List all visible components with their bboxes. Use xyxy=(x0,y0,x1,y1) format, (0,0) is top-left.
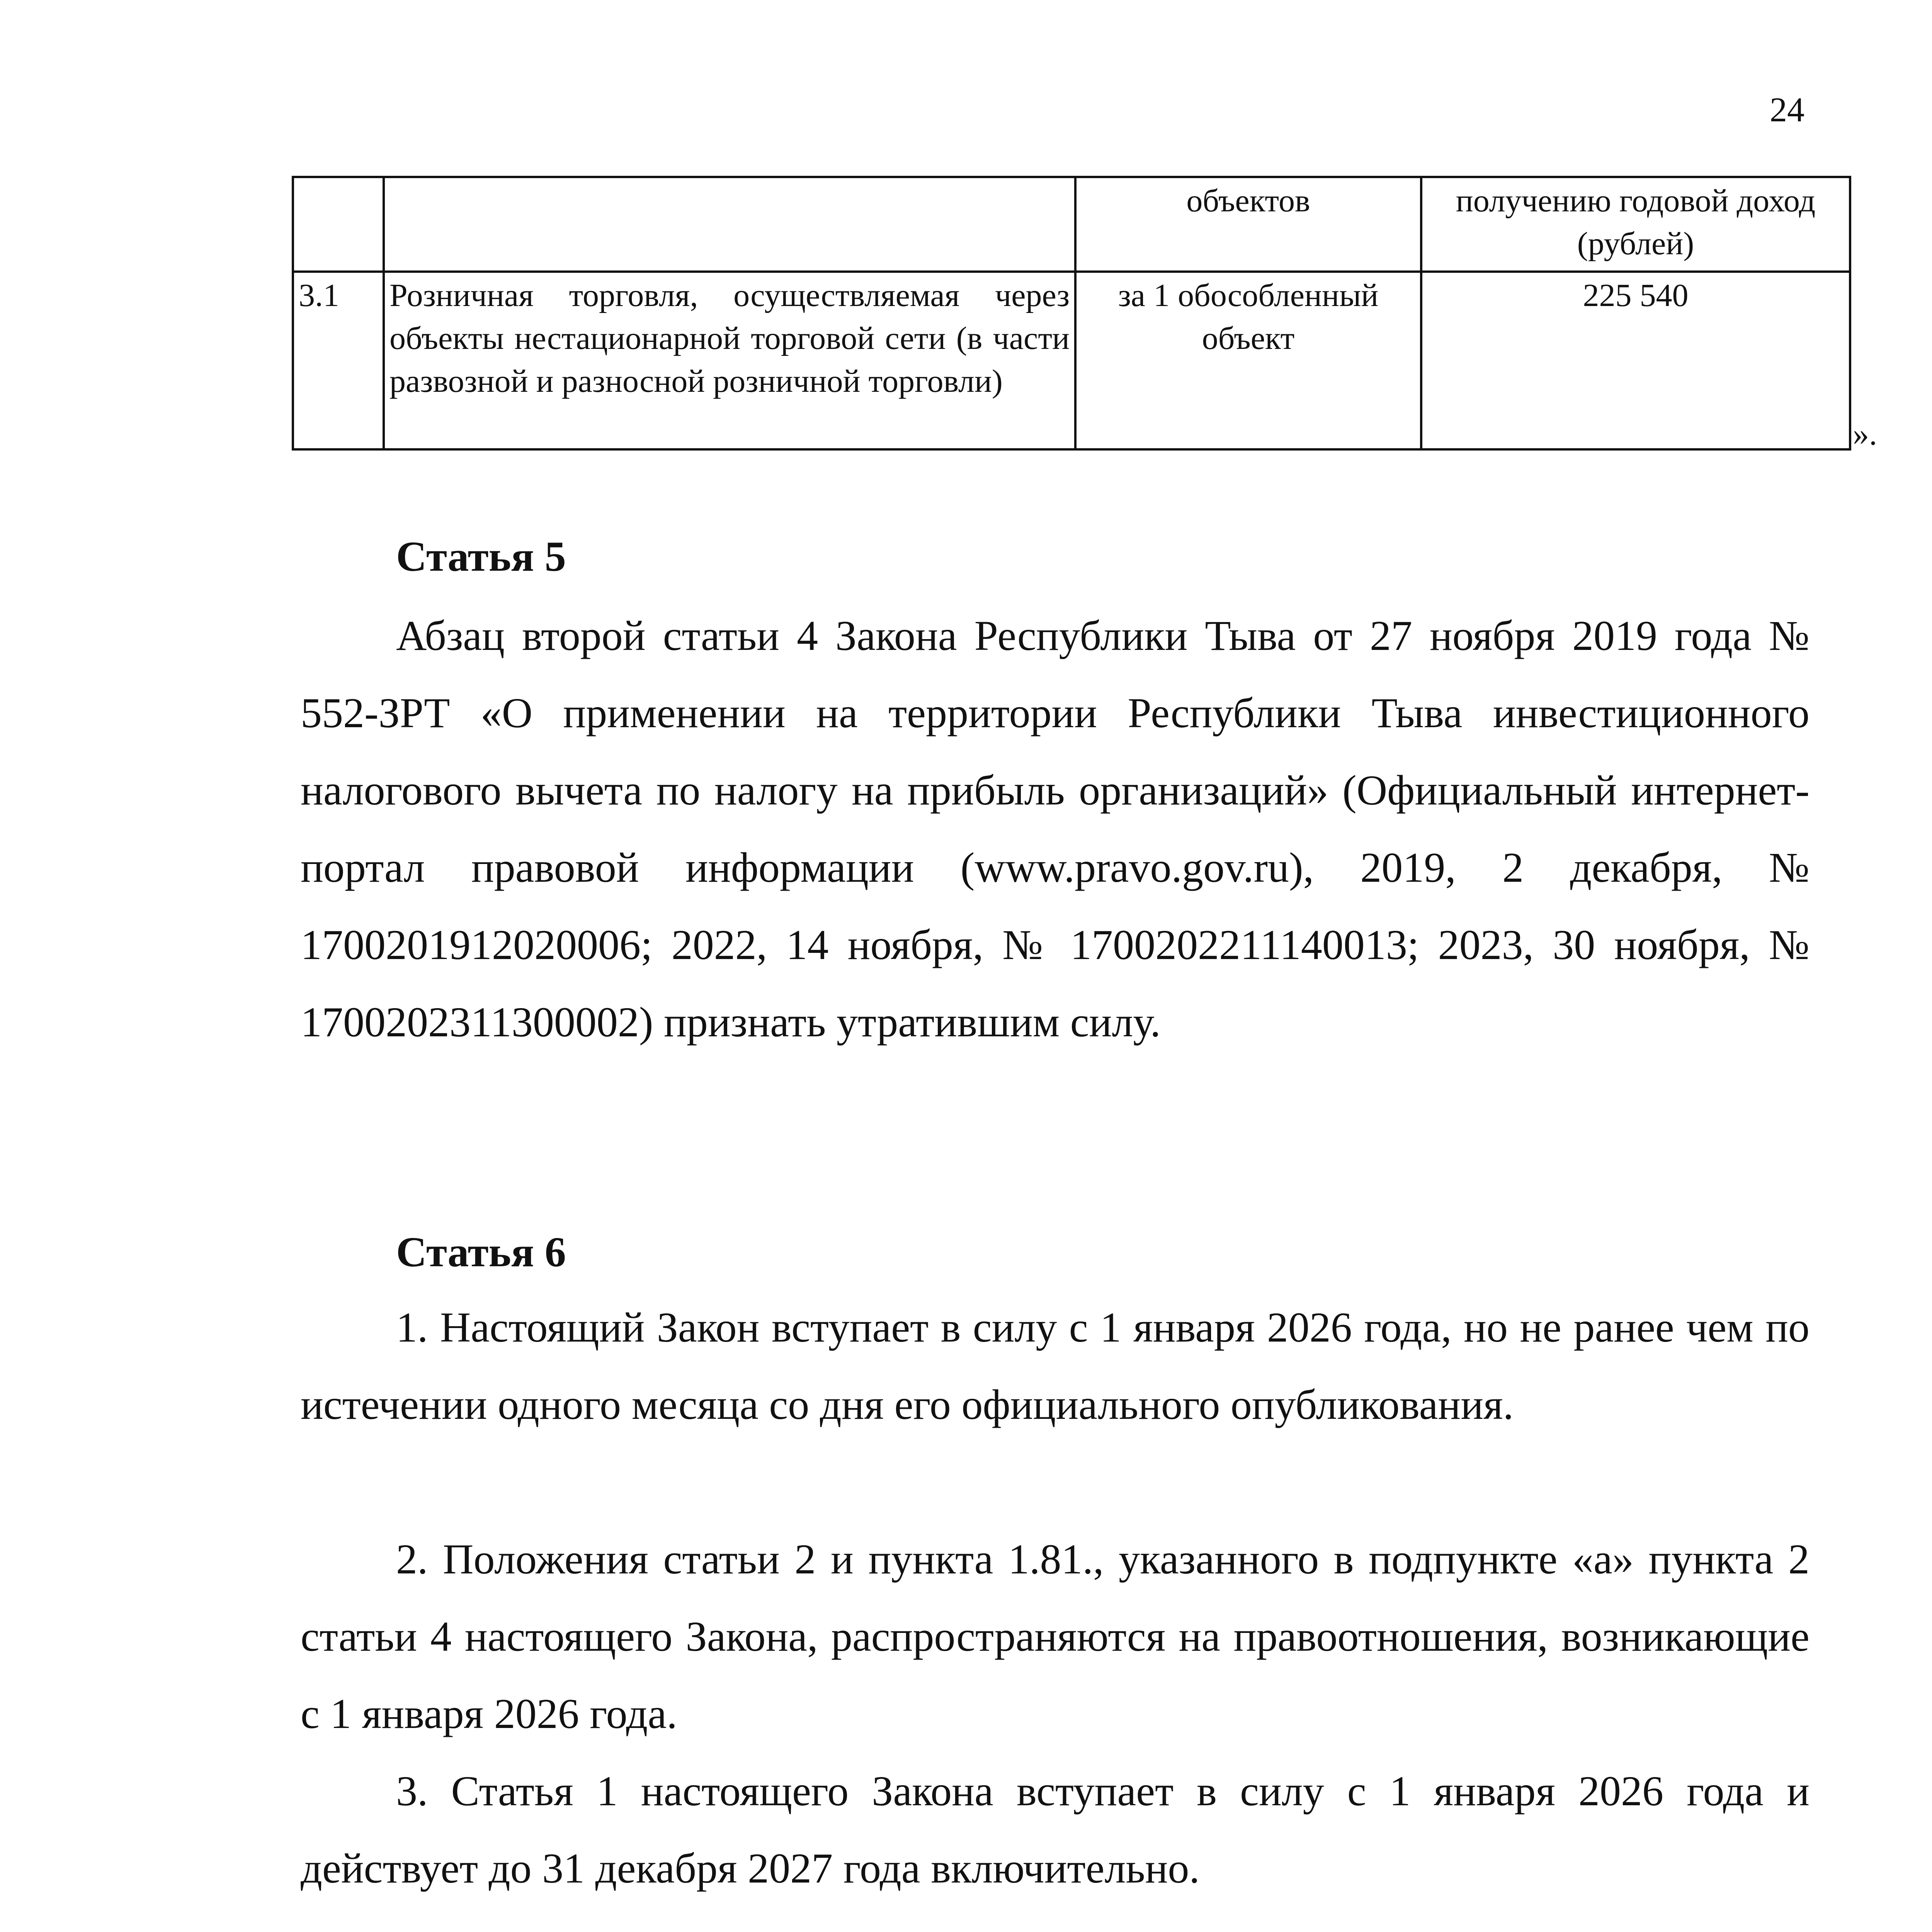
table-cell xyxy=(293,177,384,272)
header-value-cell: получению годовой доход (рублей) xyxy=(1421,177,1850,272)
tariff-table xyxy=(292,176,1851,451)
page-number: 24 xyxy=(1770,91,1804,129)
table-row xyxy=(293,272,1850,449)
header-unit-cell: объектов xyxy=(1075,177,1421,272)
article6-heading: Статья 6 xyxy=(396,1228,566,1276)
table-header-row xyxy=(293,177,1850,272)
row-number-cell: 3.1 xyxy=(293,272,384,449)
row-unit-cell: за 1 обособленный объект xyxy=(1075,272,1421,449)
article6-paragraph-1: 1. Настоящий Закон вступает в силу с 1 января 2026 года, но не ранее чем по истечении одного месяца со дня его официального опубликования. xyxy=(301,1304,1810,1428)
article6-paragraph-2: 2. Положения статьи 2 и пункта 1.81., указанного в подпункте «а» пункта 2 статьи 4 настоящего Закона, распространяются на правоотношения, возникающие с 1 января 2026 года. xyxy=(301,1536,1810,1737)
article6-paragraph-3: 3. Статья 1 настоящего Закона вступает в силу с 1 января 2026 года и действует до 31 декабря 2027 года включительно. xyxy=(301,1767,1810,1892)
article5-text: Абзац второй статьи 4 Закона Республики Тыва от 27 ноября 2019 года № 552-ЗРТ «О применении на территории Республики Тыва инвестиционного налогового вычета по налогу на прибыль организаций» (Официальный интернет-портал правовой информации (www.pravo.gov.ru), 2019, 2 декабря, № 1700201912020006; 2022, 14 ноября, № 1700202211140013; 2023, 30 ноября, № 1700202311300002) признать утратившим силу. xyxy=(301,612,1810,1046)
table-cell xyxy=(384,177,1075,272)
row-value-cell: 225 540 xyxy=(1421,272,1850,449)
row-name-cell: Розничная торговля, осуществляемая через объекты нестационарной торговой сети (в части развозной и разносной розничной торговли) xyxy=(384,272,1075,449)
table-closing-quote: ». xyxy=(1853,416,1877,452)
article5-heading: Статья 5 xyxy=(396,533,566,580)
